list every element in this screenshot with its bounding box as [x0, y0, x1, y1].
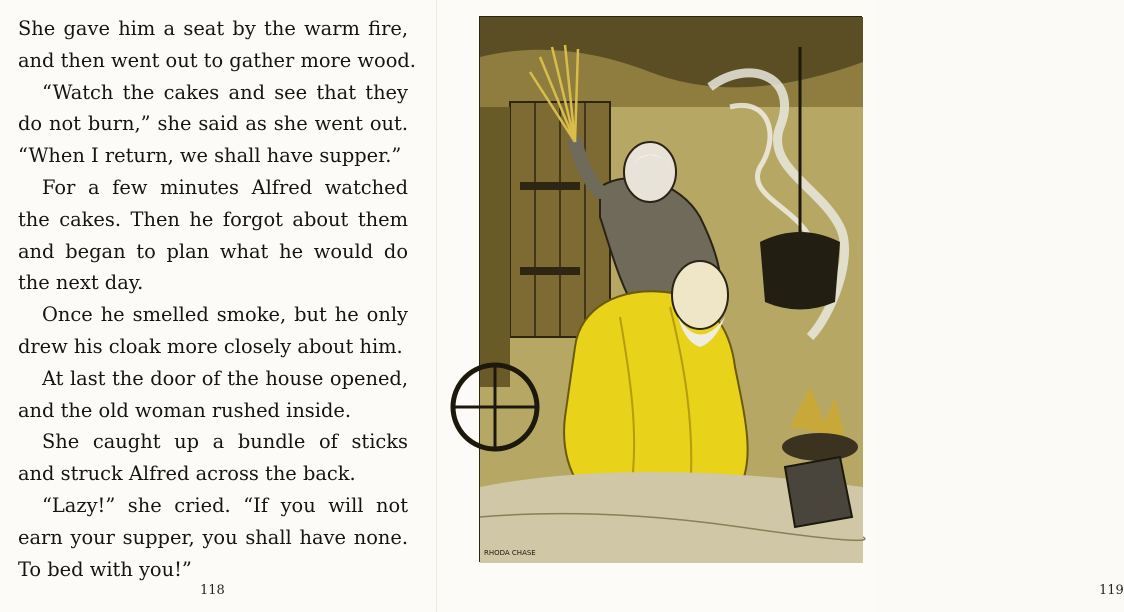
old-woman-head [624, 142, 676, 202]
text-line: and then went out to gather more wood. [18, 48, 416, 72]
svg-text:RHODA CHASE: RHODA CHASE [484, 549, 536, 557]
story-text [18, 13, 416, 585]
burnt-cakes [782, 433, 858, 461]
text-line: At last the door of the house opened, [42, 366, 408, 390]
left-page [0, 0, 437, 612]
door-hinge [520, 182, 580, 190]
text-line: the next day. [18, 271, 144, 295]
cooking-pot [760, 232, 840, 310]
text-line: Once he smelled smoke, but he only [42, 303, 408, 327]
text-line: earn your supper, you shall have none. [18, 525, 408, 549]
page-number-left: 118 [200, 583, 225, 598]
text-line: and the old woman rushed inside. [18, 398, 352, 422]
text-line: “Lazy!” she cried. “If you will not [42, 493, 408, 517]
page-number-right: 119 [1099, 583, 1124, 598]
text-line: and began to plan what he would do [18, 239, 408, 263]
text-line: do not burn,” she said as she went out. [18, 112, 408, 136]
text-line: “When I return, we shall have supper.” [18, 144, 402, 168]
artist-signature [484, 546, 554, 558]
text-line: She caught up a bundle of sticks [42, 430, 408, 454]
story-illustration [479, 16, 862, 562]
text-line: She gave him a seat by the warm fire, [18, 17, 408, 40]
text-line: For a few minutes Alfred watched [42, 175, 408, 199]
text-line: To bed with you!” [18, 557, 192, 581]
illustration-artwork [480, 17, 863, 563]
stone-stool [785, 457, 852, 527]
alfred-head [672, 261, 728, 329]
text-line: “Watch the cakes and see that they [42, 80, 408, 104]
text-line: the cakes. Then he forgot about them [18, 207, 408, 231]
text-line: drew his cloak more closely about him. [18, 334, 403, 358]
text-line: and struck Alfred across the back. [18, 462, 356, 486]
